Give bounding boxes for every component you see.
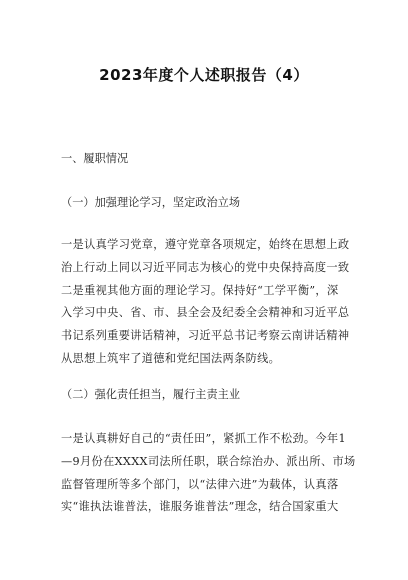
section-heading: 一、履职情况	[61, 152, 129, 165]
paragraph-line: 一是认真耕好自己的“责任田”，紧抓工作不松劲。今年1	[61, 432, 346, 445]
subsection-heading-2: （二）强化责任担当，履行主责主业	[61, 388, 241, 401]
paragraph-1	[61, 236, 353, 373]
paragraph-line: 书记系列重要讲话精神，习近平总书记考察云南讲话精神	[61, 329, 350, 343]
paragraph-line: —9月份在XXXX司法所任职，联合综治办、派出所、市场	[61, 454, 356, 468]
document-title: 2023年度个人述职报告（4）	[99, 66, 309, 84]
paragraph-2	[61, 430, 356, 521]
paragraph-line: 实“谁执法谁普法，谁服务谁普法”理念，结合国家重大	[61, 500, 339, 514]
subsection-heading-1: （一）加强理论学习，坚定政治立场	[61, 196, 241, 209]
paragraph-line: 二是重视其他方面的理论学习。保持好“工学平衡”，深	[61, 283, 339, 297]
paragraph-line: 从思想上筑牢了道德和党纪国法两条防线。	[61, 351, 281, 365]
paragraph-line: 一是认真学习党章，遵守党章各项规定，始终在思想上政	[61, 238, 350, 251]
paragraph-line: 治上行动上同以习近平同志为核心的党中央保持高度一致	[61, 260, 350, 274]
paragraph-line: 监督管理所等多个部门，以“法律六进”为载体，认真落	[61, 477, 339, 491]
paragraph-line: 入学习中央、省、市、县全会及纪委全会精神和习近平总	[61, 306, 350, 320]
